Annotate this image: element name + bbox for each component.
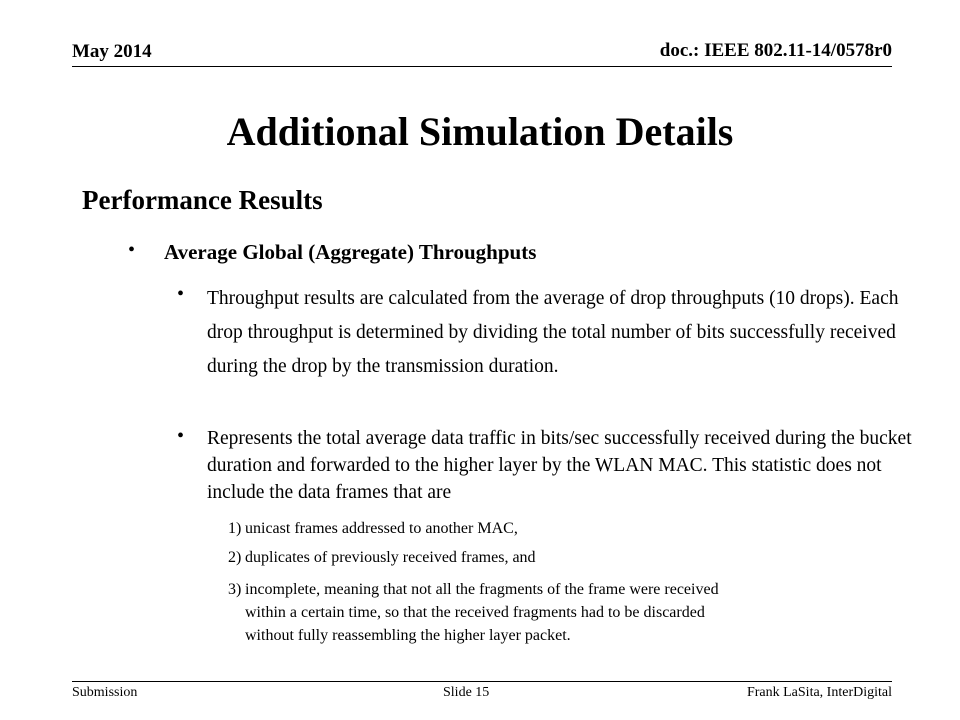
list-item-text: unicast frames addressed to another MAC, (245, 520, 518, 537)
footer-slide-number: Slide 15 (443, 685, 490, 700)
section-heading: Performance Results (82, 185, 323, 215)
paragraph-throughput-method: Throughput results are calculated from the average of drop throughputs (10 drops). Each drop throughput is determined by dividing the total number of bits successfully received during the drop by the transmission duration. (207, 288, 899, 377)
list-item (228, 520, 518, 538)
footer-submission: Submission (72, 685, 138, 700)
bullet-level1-text: Average Global (Aggregate) Throughputs (164, 240, 537, 264)
list-item-text-line: incomplete, meaning that not all the fragments of the frame were received (245, 581, 719, 598)
bullet-marker: • (177, 425, 185, 447)
list-item-number: 1) (228, 520, 242, 537)
slide-title: Additional Simulation Details (226, 109, 734, 154)
list-item-text-line: within a certain time, so that the received fragments had to be discarded (245, 604, 705, 621)
list-item-text-line: without fully reassembling the higher layer packet. (245, 627, 571, 644)
header-divider (72, 66, 892, 67)
header-date: May 2014 (72, 41, 152, 62)
header-doc-id: doc.: IEEE 802.11-14/0578r0 (659, 40, 892, 61)
list-item-number: 3) (228, 581, 242, 598)
list-item (228, 549, 536, 567)
footer-divider (72, 681, 892, 682)
list-item-number: 2) (228, 549, 242, 566)
bullet-marker: • (177, 283, 185, 305)
paragraph-traffic-definition: Represents the total average data traffic in bits/sec successfully received during the bucket duration and forwarded to the higher layer by the WLAN MAC. This statistic does not include the data frames that are (207, 428, 912, 503)
footer-author: Frank LaSita, InterDigital (746, 685, 892, 700)
bullet-marker: • (128, 239, 136, 261)
list-item-text: duplicates of previously received frames, and (245, 549, 536, 566)
list-item (228, 578, 719, 647)
